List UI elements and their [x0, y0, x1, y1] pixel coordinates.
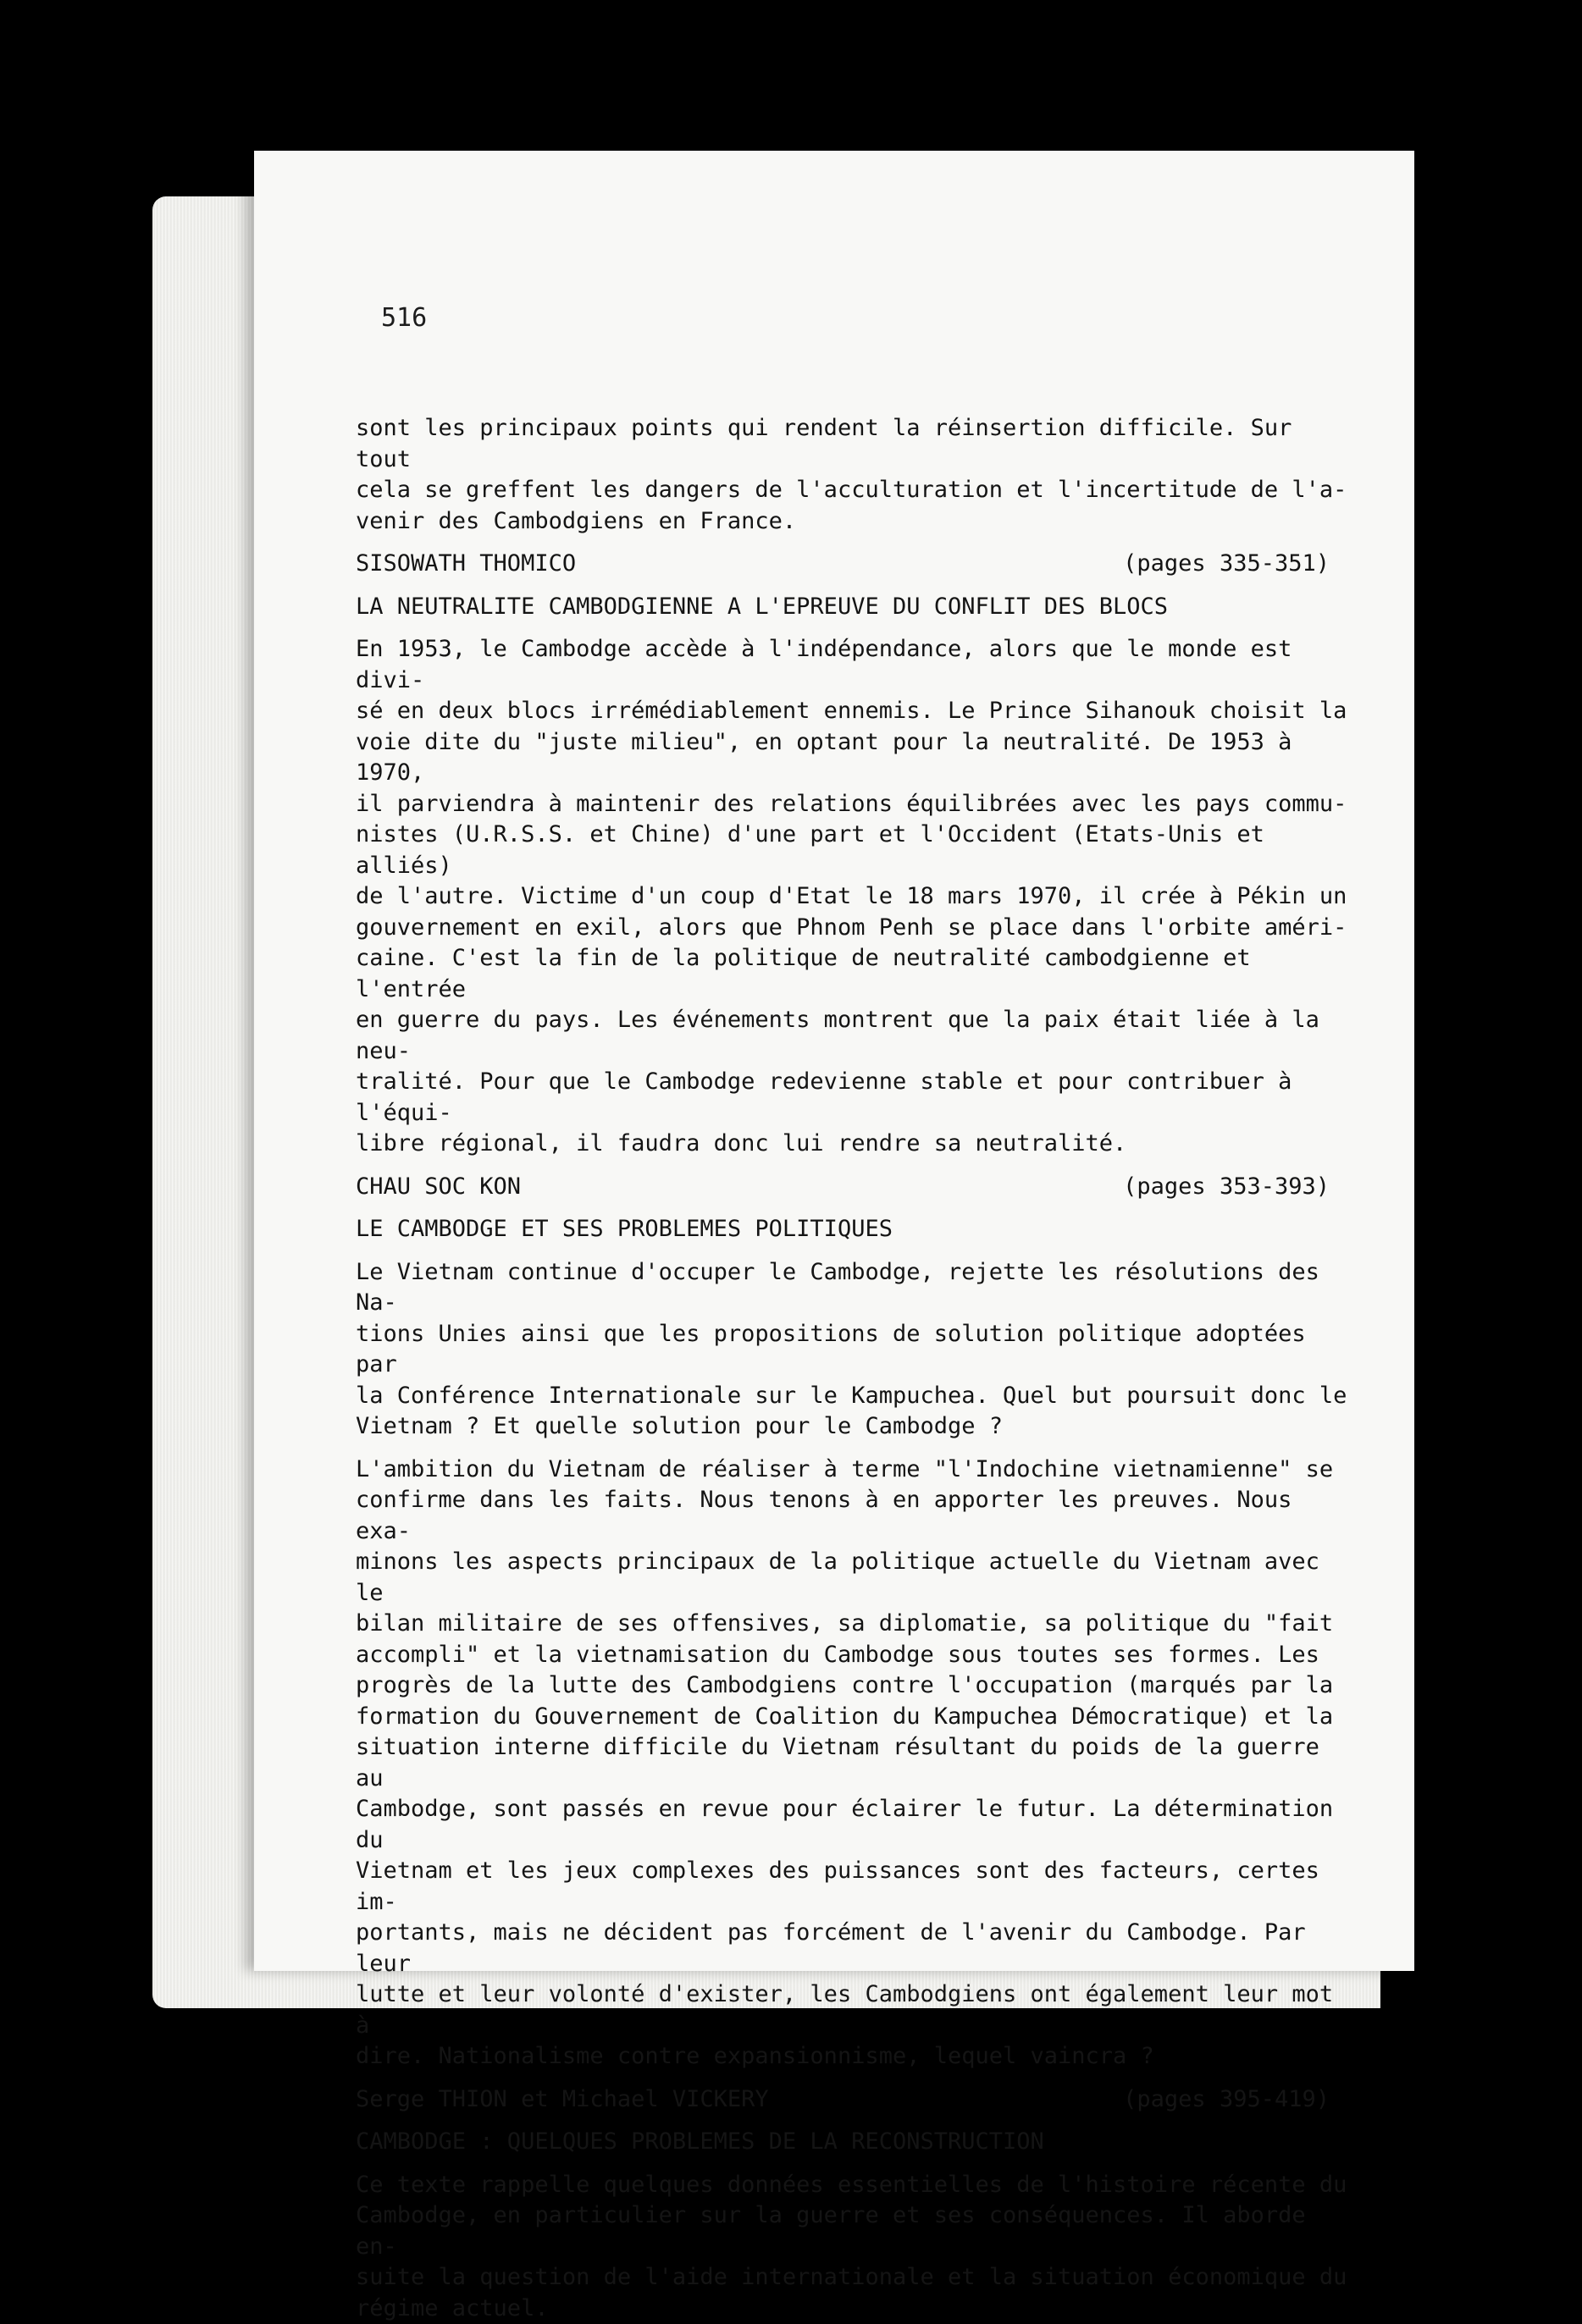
book-page	[254, 151, 1414, 1971]
page-content	[356, 413, 1351, 2324]
author-line	[356, 2084, 1351, 2116]
section-title: LE CAMBODGE ET SES PROBLEMES POLITIQUES	[356, 1214, 1351, 1245]
section-paragraph: Ce texte rappelle quelques données essentielles de l'histoire récente du Cambodge, en particulier sur la guerre et ses conséquences. Il aborde en- suite la question de l'aide internationale et la situation économique du régime actuel.	[356, 2170, 1351, 2324]
section-paragraph: Le Vietnam continue d'occuper le Cambodge, rejette les résolutions des Na- tions Unies ainsi que les propositions de solution politique adoptées par la Conférence Internationale sur le Kampuchea. Quel but poursuit donc le Vietnam ? Et quelle solution pour le Cambodge ?	[356, 1257, 1351, 1443]
page-range: (pages 395-419)	[1123, 2084, 1351, 2116]
author-name: Serge THION et Michael VICKERY	[356, 2084, 769, 2116]
page-range: (pages 353-393)	[1123, 1172, 1351, 1203]
author-name: SISOWATH THOMICO	[356, 549, 576, 580]
section-paragraph: En 1953, le Cambodge accède à l'indépendance, alors que le monde est divi- sé en deux blocs irrémédiablement ennemis. Le Prince Sihanouk choisit la voie dite du "juste milieu", en optant pour la neutralité. De 1953 à 1970, il parviendra à maintenir des relations équilibrées avec les pays commu- nistes (U.R.S.S. et Chine) d'une part et l'Occident (Etats-Unis et alliés) de l'autre. Victime d'un coup d'Etat le 18 mars 1970, il crée à Pékin un gouvernement en exil, alors que Phnom Penh se place dans l'orbite améri- caine. C'est la fin de la politique de neutralité cambodgienne et l'entrée en guerre du pays. Les événements montrent que la paix était liée à la neu- tralité. Pour que le Cambodge redevienne stable et pour contribuer à l'équi- libre régional, il faudra donc lui rendre sa neutralité.	[356, 634, 1351, 1160]
section-paragraph: L'ambition du Vietnam de réaliser à terme "l'Indochine vietnamienne" se confirme dans les faits. Nous tenons à en apporter les preuves. Nous exa- minons les aspects principaux de la politique actuelle du Vietnam avec le bilan militaire de ses offensives, sa diplomatie, sa politique du "fait accompli" et la vietnamisation du Cambodge sous toutes ses formes. Les progrès de la lutte des Cambodgiens contre l'occupation (marqués par la formation du Gouvernement de Coalition du Kampuchea Démocratique) et la situation interne difficile du Vietnam résultant du poids de la guerre au Cambodge, sont passés en revue pour éclairer le futur. La détermination du Vietnam et les jeux complexes des puissances sont des facteurs, certes im- portants, mais ne décident pas forcément de l'avenir du Cambodge. Par leur lutte et leur volonté d'exister, les Cambodgiens ont également leur mot à dire. Nationalisme contre expansionnisme, lequel vaincra ?	[356, 1455, 1351, 2073]
section-chau-soc-kon	[356, 1172, 1351, 2073]
page-number: 516	[381, 303, 427, 333]
intro-paragraph: sont les principaux points qui rendent la réinsertion difficile. Sur tout cela se greffent les dangers de l'acculturation et l'incertitude de l'a- venir des Cambodgiens en France.	[356, 413, 1351, 537]
section-thion-vickery	[356, 2084, 1351, 2324]
section-title: LA NEUTRALITE CAMBODGIENNE A L'EPREUVE DU CONFLIT DES BLOCS	[356, 592, 1351, 623]
author-name: CHAU SOC KON	[356, 1172, 521, 1203]
author-line	[356, 1172, 1351, 1203]
page-range: (pages 335-351)	[1123, 549, 1351, 580]
section-sisowath	[356, 549, 1351, 1160]
author-line	[356, 549, 1351, 580]
section-title: CAMBODGE : QUELQUES PROBLEMES DE LA RECONSTRUCTION	[356, 2127, 1351, 2158]
